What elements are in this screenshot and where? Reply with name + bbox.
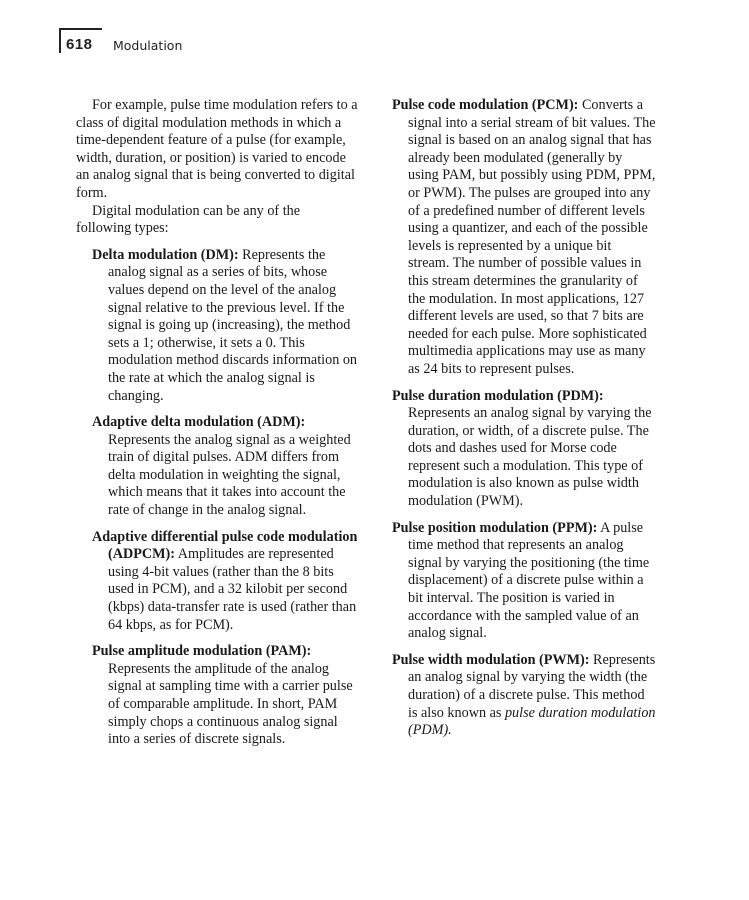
entry-text: Converts a signal into a serial stream of bit values. The signal is based on an analog signal that has already been modulated (generally by using PAM, but possibly using PDM, PPM, or PWM). The pulses are grouped into any of a predefined number of different levels using a quantizer, and each of the possible levels is represented by a unique bit stream. The number of possible values in this stream determines the granularity of the modulation. In most applications, 127 different levels are used, so that 7 bits are needed for each pulse. More sophisticated multimedia applications may use as many as 24 bits to represent pulses. (408, 97, 656, 377)
entry-term: Delta modulation (DM): (92, 246, 239, 263)
entry-adpcm (92, 529, 358, 635)
entry-pulse-duration-modulation (392, 388, 656, 511)
intro-paragraph-1: For example, pulse time modulation refers to a class of digital modulation methods in which a time-dependent feature of a pulse (for example, width, duration, or position) is varied to encode an analog signal that is being converted to digital form. (76, 97, 358, 201)
entry-text-italic: pulse duration modulation (PDM). (408, 704, 656, 739)
entry-text: Represents the analog signal as a series of bits, whose values depend on the level of the analog signal relative to the previous level. If the signal is going up (increasing), the method sets a 1; otherwise, it sets a 0. This modulation method discards information on the rate at which the analog signal is changing. (108, 246, 358, 404)
entry-text: Represents the amplitude of the analog signal at sampling time with a carrier pulse of comparable amplitude. In short, PAM simply chops a continuous analog signal into a series of discrete signals. (108, 660, 353, 748)
right-column (392, 97, 656, 740)
intro-paragraph-2: Digital modulation can be any of the following types: (76, 202, 301, 237)
header-rule-top (59, 28, 102, 30)
entry-text: Represents the analog signal as a weighted train of digital pulses. ADM differs from delta modulation in weighting the signal, which means that it takes into account the rate of change in the analog signal. (108, 431, 351, 519)
entry-pulse-width-modulation (392, 652, 656, 740)
entry-delta-modulation (92, 247, 358, 405)
entry-term: Adaptive delta modulation (ADM): (92, 414, 306, 431)
entry-term: Adaptive differential pulse code modulation (ADPCM): (92, 528, 358, 563)
entry-adaptive-delta-modulation (92, 414, 358, 520)
page-header (59, 28, 359, 58)
entry-text: Represents an analog signal by varying the duration, or width, of a discrete pulse. The dots and dashes used for Morse code represent such a modulation. This type of modulation is also known as pulse width modulation (PWM). (408, 405, 652, 510)
header-rule-left (59, 28, 61, 53)
entry-term: Pulse duration modulation (PDM): (392, 387, 604, 404)
entry-term: Pulse amplitude modulation (PAM): (92, 643, 312, 660)
entry-pulse-position-modulation (392, 520, 656, 643)
entry-term: Pulse width modulation (PWM): (392, 651, 590, 668)
left-entry-list (76, 247, 358, 749)
running-head: Modulation (113, 38, 183, 53)
left-column (76, 97, 358, 749)
entry-pulse-code-modulation (392, 97, 656, 379)
entry-term: Pulse code modulation (PCM): (392, 97, 579, 113)
entry-text: Represents an analog signal by varying the width (the duration) of a discrete pulse. This method is also known as (408, 651, 656, 721)
entry-text: Amplitudes are represented using 4-bit values (rather than the 8 bits used in PCM), and a 32 kilobit per second (kbps) data-transfer rate is used (rather than 64 kbps, as for PCM). (108, 546, 357, 633)
entry-pulse-amplitude-modulation (92, 643, 358, 749)
entry-text: A pulse time method that represents an analog signal by varying the positioning (the time displacement) of a discrete pulse within a bit interval. The position is varied in accordance with the sampled value of an analog signal. (408, 519, 650, 642)
entry-term: Pulse position modulation (PPM): (392, 519, 598, 536)
page-number: 618 (66, 36, 93, 53)
